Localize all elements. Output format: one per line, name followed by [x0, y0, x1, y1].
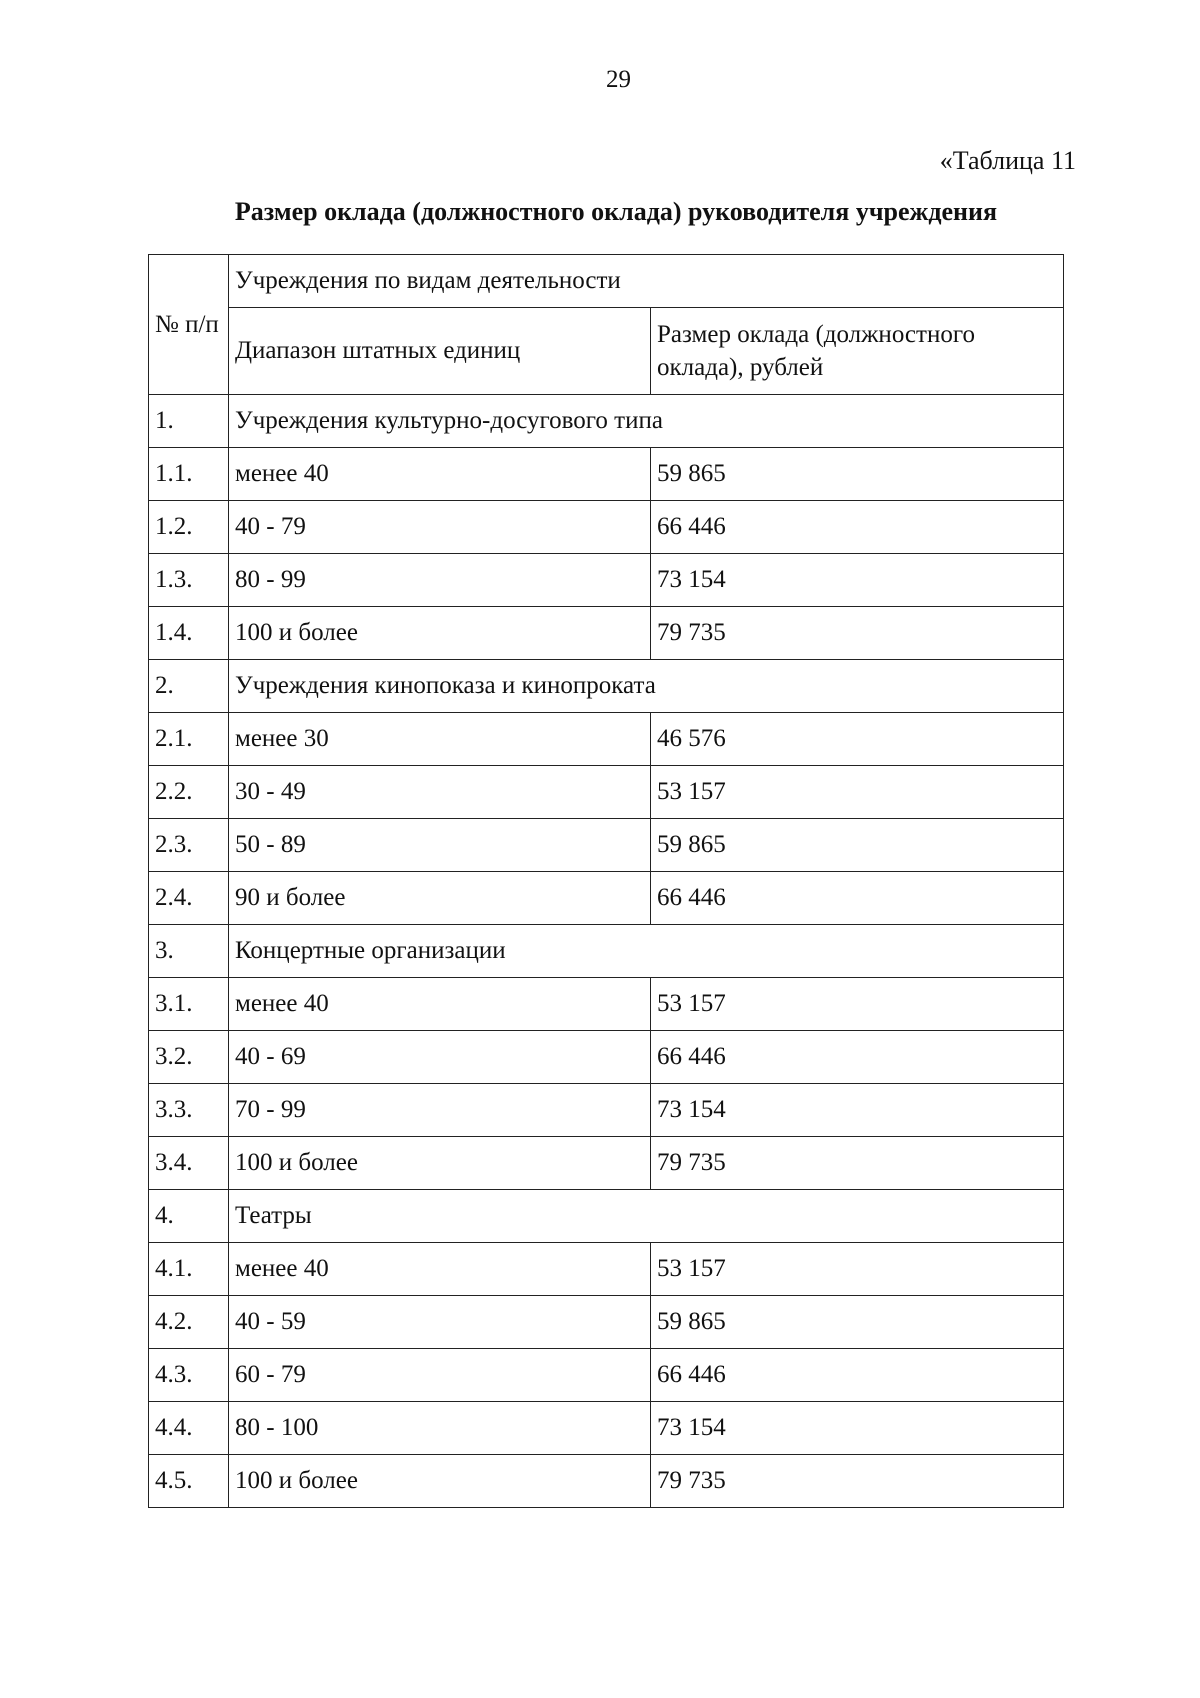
staff-range-cell: 100 и более: [229, 1455, 651, 1508]
salary-cell: 79 735: [651, 1455, 1064, 1508]
row-number: 3.2.: [149, 1031, 229, 1084]
row-number: 4.5.: [149, 1455, 229, 1508]
salary-cell: 53 157: [651, 766, 1064, 819]
table-section-row: [149, 660, 1064, 713]
table-header: [149, 255, 1064, 395]
salary-cell: 73 154: [651, 1084, 1064, 1137]
staff-range-cell: 40 - 59: [229, 1296, 651, 1349]
table-row: [149, 978, 1064, 1031]
table-row: [149, 1296, 1064, 1349]
staff-range-cell: 80 - 99: [229, 554, 651, 607]
salary-cell: 53 157: [651, 978, 1064, 1031]
row-number: 2.2.: [149, 766, 229, 819]
staff-range-cell: 60 - 79: [229, 1349, 651, 1402]
section-title: Учреждения культурно-досугового типа: [229, 395, 1064, 448]
salary-cell: 73 154: [651, 554, 1064, 607]
row-number: 2.: [149, 660, 229, 713]
salary-cell: 59 865: [651, 819, 1064, 872]
table-section-row: [149, 925, 1064, 978]
salary-cell: 79 735: [651, 1137, 1064, 1190]
salary-cell: 66 446: [651, 1349, 1064, 1402]
table-body: [149, 395, 1064, 1508]
row-number: 1.3.: [149, 554, 229, 607]
table-row: [149, 448, 1064, 501]
page-number: 29: [606, 66, 631, 93]
table-row: [149, 1402, 1064, 1455]
section-title: Концертные организации: [229, 925, 1064, 978]
table-row: [149, 1349, 1064, 1402]
row-number: 4.1.: [149, 1243, 229, 1296]
staff-range-cell: 70 - 99: [229, 1084, 651, 1137]
row-number: 1.2.: [149, 501, 229, 554]
table-section-row: [149, 1190, 1064, 1243]
row-number: 3.4.: [149, 1137, 229, 1190]
row-number: 3.3.: [149, 1084, 229, 1137]
salary-cell: 66 446: [651, 872, 1064, 925]
table-row: [149, 607, 1064, 660]
section-title: Учреждения кинопоказа и кинопроката: [229, 660, 1064, 713]
table-row: [149, 1455, 1064, 1508]
table-row: [149, 554, 1064, 607]
table-row: [149, 1137, 1064, 1190]
document-title: Размер оклада (должностного оклада) руководителя учреждения: [234, 197, 998, 226]
staff-range-cell: 40 - 69: [229, 1031, 651, 1084]
table-label: «Таблица 11: [939, 146, 1076, 175]
table-row: [149, 766, 1064, 819]
staff-range-cell: менее 40: [229, 1243, 651, 1296]
staff-range-cell: менее 40: [229, 448, 651, 501]
section-title: Театры: [229, 1190, 1064, 1243]
staff-range-cell: 40 - 79: [229, 501, 651, 554]
table-row: [149, 819, 1064, 872]
row-number: 2.3.: [149, 819, 229, 872]
row-number: 4.2.: [149, 1296, 229, 1349]
staff-range-cell: 50 - 89: [229, 819, 651, 872]
header-salary: Размер оклада (должностного оклада), рублей: [651, 308, 1064, 395]
table-row: [149, 501, 1064, 554]
table-row: [149, 1243, 1064, 1296]
staff-range-cell: 80 - 100: [229, 1402, 651, 1455]
staff-range-cell: 100 и более: [229, 1137, 651, 1190]
row-number: 4.4.: [149, 1402, 229, 1455]
staff-range-cell: 90 и более: [229, 872, 651, 925]
row-number: 1.: [149, 395, 229, 448]
row-number: 4.3.: [149, 1349, 229, 1402]
staff-range-cell: 100 и более: [229, 607, 651, 660]
staff-range-cell: менее 30: [229, 713, 651, 766]
salary-cell: 66 446: [651, 1031, 1064, 1084]
table-row: [149, 1084, 1064, 1137]
header-group: Учреждения по видам деятельности: [229, 255, 1064, 308]
salary-table: [148, 254, 1064, 1508]
row-number: 3.1.: [149, 978, 229, 1031]
header-range: Диапазон штатных единиц: [229, 308, 651, 395]
salary-cell: 66 446: [651, 501, 1064, 554]
row-number: 1.4.: [149, 607, 229, 660]
row-number: 2.1.: [149, 713, 229, 766]
salary-cell: 73 154: [651, 1402, 1064, 1455]
salary-cell: 79 735: [651, 607, 1064, 660]
row-number: 2.4.: [149, 872, 229, 925]
row-number: 3.: [149, 925, 229, 978]
staff-range-cell: 30 - 49: [229, 766, 651, 819]
table-row: [149, 713, 1064, 766]
salary-cell: 59 865: [651, 1296, 1064, 1349]
salary-cell: 46 576: [651, 713, 1064, 766]
header-num: № п/п: [149, 255, 229, 395]
table-row: [149, 872, 1064, 925]
row-number: 1.1.: [149, 448, 229, 501]
table-section-row: [149, 395, 1064, 448]
staff-range-cell: менее 40: [229, 978, 651, 1031]
salary-cell: 59 865: [651, 448, 1064, 501]
row-number: 4.: [149, 1190, 229, 1243]
table-row: [149, 1031, 1064, 1084]
salary-cell: 53 157: [651, 1243, 1064, 1296]
